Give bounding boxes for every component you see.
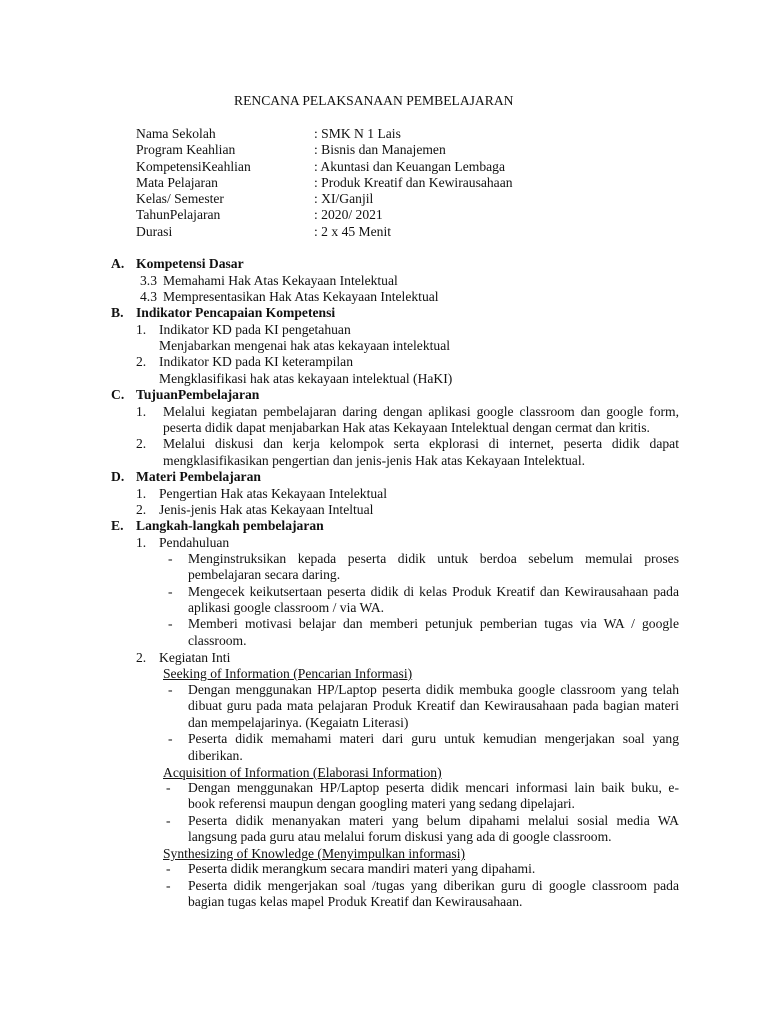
bullet-text: Peserta didik menanyakan materi yang belum dipahami melalui sosial media WA — [188, 813, 679, 828]
list-number: 1. — [136, 535, 147, 550]
bullet-text-cont: dan mempelajarinya. (Kegaiatn Literasi) — [188, 715, 409, 730]
bullet-text-cont: bagian tugas kelas mapel Produk Kreatif dan Kewirausahaan. — [188, 894, 523, 909]
identity-value: : SMK N 1 Lais — [314, 126, 401, 141]
bullet-text-cont: langsung pada guru atau melalui forum diskusi yang ada di google classroom. — [188, 829, 612, 844]
section-heading: TujuanPembelajaran — [136, 387, 260, 402]
bullet-text-cont: book referensi maupun dengan googling materi yang sedang dipelajari. — [188, 796, 575, 811]
subsection-label: Kegiatan Inti — [159, 650, 231, 665]
subsection-label: Pendahuluan — [159, 535, 230, 550]
bullet-text-cont: classroom. — [188, 633, 247, 648]
section-heading: Kompetensi Dasar — [136, 256, 244, 271]
list-number: 1. — [136, 404, 147, 419]
list-number: 2. — [136, 502, 147, 517]
identity-value: : Akuntasi dan Keuangan Lembaga — [314, 159, 506, 174]
bullet-text: Dengan menggunakan HP/Laptop peserta didik membuka google classroom yang telah — [188, 682, 679, 697]
identity-value: : 2 x 45 Menit — [314, 224, 392, 239]
list-item: Jenis-jenis Hak atas Kekayaan Inteltual — [159, 502, 374, 517]
list-number: 2. — [136, 354, 147, 369]
list-item-cont: mengklasifikasikan pengertian dan jenis-jenis Hak atas Kekayaan Intelektual. — [163, 453, 586, 468]
bullet-dash: - — [166, 813, 171, 828]
list-item: Melalui diskusi dan kerja kelompok serta ekplorasi di internet, peserta didik dapat — [163, 436, 679, 451]
section-letter: C. — [111, 387, 125, 402]
bullet-text: Memberi motivasi belajar dan memberi petunjuk pemberian tugas via WA / google — [188, 616, 679, 631]
bullet-text: Peserta didik merangkum secara mandiri materi yang dipahami. — [188, 861, 536, 876]
list-number: 2. — [136, 650, 147, 665]
bullet-text-cont: aplikasi google classroom / via WA. — [188, 600, 385, 615]
section-heading: Indikator Pencapaian Kompetensi — [136, 305, 336, 320]
phase-title: Synthesizing of Knowledge (Menyimpulkan informasi) — [163, 846, 466, 861]
identity-label: TahunPelajaran — [136, 207, 221, 222]
bullet-dash: - — [166, 780, 171, 795]
list-item: Pengertian Hak atas Kekayaan Intelektual — [159, 486, 387, 501]
bullet-text-cont: diberikan. — [188, 748, 243, 763]
identity-value: : XI/Ganjil — [314, 191, 374, 206]
list-item: Mempresentasikan Hak Atas Kekayaan Intelektual — [163, 289, 439, 304]
list-item: Melalui kegiatan pembelajaran daring dengan aplikasi google classroom dan google form, — [163, 404, 679, 419]
section-letter: E. — [111, 518, 124, 533]
list-item: Indikator KD pada KI pengetahuan — [159, 322, 351, 337]
bullet-text-cont: dibuat guru pada mata pelajaran Produk Kreatif dan Kewirausahaan pada bagian materi — [188, 698, 679, 713]
identity-label: Durasi — [136, 224, 173, 239]
identity-label: KompetensiKeahlian — [136, 159, 251, 174]
identity-label: Kelas/ Semester — [136, 191, 224, 206]
document-title: RENCANA PELAKSANAAN PEMBELAJARAN — [234, 93, 514, 108]
bullet-text-cont: pembelajaran secara daring. — [188, 567, 341, 582]
section-letter: D. — [111, 469, 125, 484]
bullet-dash: - — [168, 731, 173, 746]
bullet-text: Dengan menggunakan HP/Laptop peserta didik mencari informasi lain baik buku, e- — [188, 780, 679, 795]
identity-value: : Bisnis dan Manajemen — [314, 142, 446, 157]
identity-label: Program Keahlian — [136, 142, 236, 157]
section-heading: Langkah-langkah pembelajaran — [136, 518, 324, 533]
list-number: 1. — [136, 486, 147, 501]
bullet-text: Peserta didik memahami materi dari guru untuk kemudian mengerjakan soal yang — [188, 731, 679, 746]
identity-value: : 2020/ 2021 — [314, 207, 383, 222]
list-item-sub: Mengklasifikasi hak atas kekayaan intelektual (HaKI) — [159, 371, 453, 386]
bullet-text: Mengecek keikutsertaan peserta didik di kelas Produk Kreatif dan Kewirausahaan pada — [188, 584, 679, 599]
list-number: 4.3 — [140, 289, 157, 304]
bullet-dash: - — [168, 551, 173, 566]
bullet-dash: - — [168, 584, 173, 599]
phase-title: Acquisition of Information (Elaborasi Information) — [163, 765, 442, 780]
section-letter: B. — [111, 305, 124, 320]
list-number: 3.3 — [140, 273, 157, 288]
identity-label: Nama Sekolah — [136, 126, 216, 141]
section-letter: A. — [111, 256, 125, 271]
list-item-sub: Menjabarkan mengenai hak atas kekayaan intelektual — [159, 338, 451, 353]
identity-label: Mata Pelajaran — [136, 175, 218, 190]
list-number: 1. — [136, 322, 147, 337]
phase-title: Seeking of Information (Pencarian Informasi) — [163, 666, 413, 681]
bullet-dash: - — [168, 616, 173, 631]
list-number: 2. — [136, 436, 147, 451]
bullet-dash: - — [166, 861, 171, 876]
bullet-dash: - — [166, 878, 171, 893]
list-item-cont: peserta didik dapat menjabarkan Hak atas Kekayaan Intelektual dengan cermat dan kritis. — [163, 420, 650, 435]
bullet-dash: - — [168, 682, 173, 697]
bullet-text: Menginstruksikan kepada peserta didik untuk berdoa sebelum memulai proses — [188, 551, 679, 566]
identity-value: : Produk Kreatif dan Kewirausahaan — [314, 175, 513, 190]
list-item: Memahami Hak Atas Kekayaan Intelektual — [163, 273, 398, 288]
bullet-text: Peserta didik mengerjakan soal /tugas yang diberikan guru di google classroom pada — [188, 878, 679, 893]
list-item: Indikator KD pada KI keterampilan — [159, 354, 354, 369]
section-heading: Materi Pembelajaran — [136, 469, 261, 484]
